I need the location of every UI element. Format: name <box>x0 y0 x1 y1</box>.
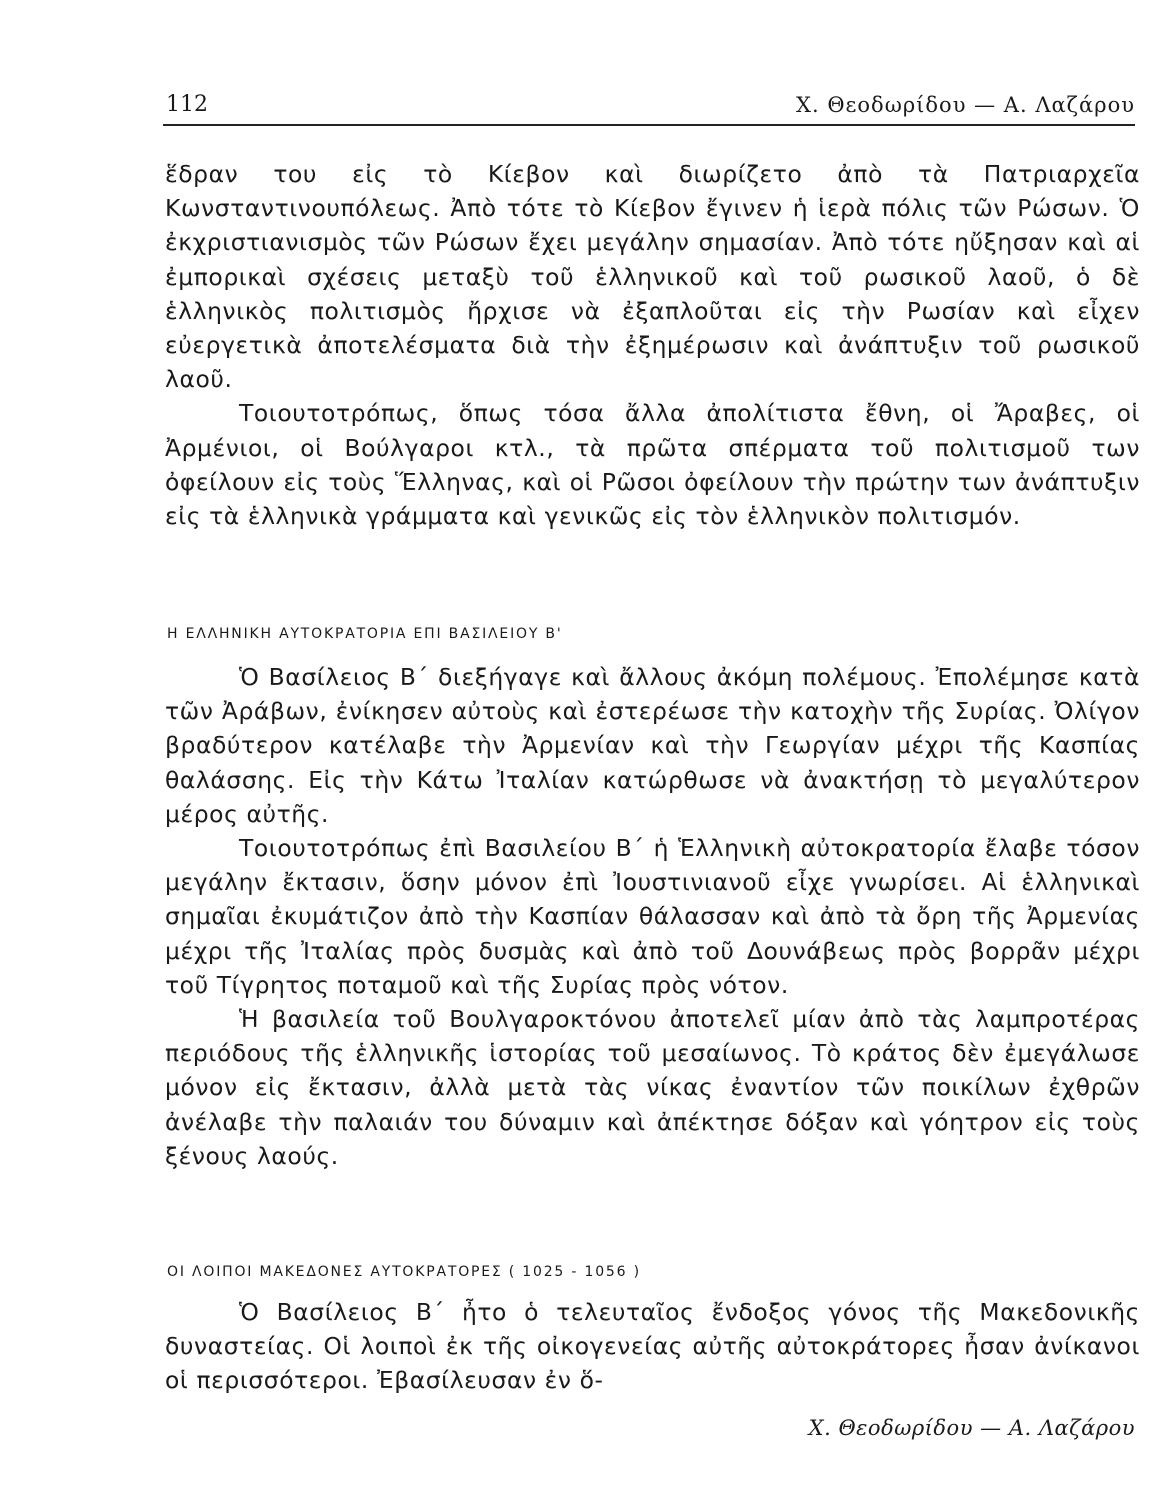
section-heading-basil-ii-empire: Η ΕΛΛΗΝΙΚΗ ΑΥΤΟΚΡΑΤΟΡΙΑ ΕΠΙ ΒΑΣΙΛΕΙΟΥ Β' <box>167 626 563 642</box>
paragraph: Ὁ Βασίλειος Β΄ ἦτο ὁ τελευταῖος ἔνδοξος γόνος τῆς Μακεδονικῆς δυναστείας. Οἱ λοιποὶ ἐκ τῆς οἰκογενείας αὐτῆς αὐτοκράτορες ἦσαν ἀνίκανοι οἱ περισσότεροι. Ἐβασίλευσαν ἐν ὅ- <box>165 1298 1140 1395</box>
section-rus-christianization <box>165 157 1140 533</box>
paragraph: ἕδραν του εἰς τὸ Κίεβον καὶ διωρίζετο ἀπὸ τὰ Πατριαρχεῖα Κωνσταντινουπόλεως. Ἀπὸ τότε τὸ Κίεβον ἔγινεν ἡ ἱερὰ πόλις τῶν Ρώσων. Ὁ ἐκχριστιανισμὸς τῶν Ρώσων ἔχει μεγάλην σημασίαν. Ἀπὸ τότε ηὔξησαν καὶ αἱ ἐμπορικαὶ σχέσεις μεταξὺ τοῦ ἑλληνικοῦ καὶ τοῦ ρωσικοῦ λαοῦ, ὁ δὲ ἑλληνικὸς πολιτισμὸς ἤρχισε νὰ ἐξαπλοῦται εἰς τὴν Ρωσίαν καὶ εἶχεν εὐεργετικὰ ἀποτελέσματα διὰ τὴν ἐξημέρωσιν καὶ ἀνάπτυξιν τοῦ ρωσικοῦ λαοῦ. <box>165 160 1140 394</box>
section-other-emperors <box>165 1295 1140 1398</box>
page-header <box>163 90 1135 126</box>
section-basil-ii-empire <box>165 660 1140 1173</box>
running-head-authors: Χ. Θεοδωρίδου — Α. Λαζάρου <box>796 93 1135 117</box>
footer-credit: Χ. Θεοδωρίδου — Α. Λαζάρου <box>808 1416 1135 1440</box>
page-number: 112 <box>166 92 208 117</box>
paragraph: Ἡ βασιλεία τοῦ Βουλγαροκτόνου ἀποτελεῖ μίαν ἀπὸ τὰς λαμπροτέρας περιόδους τῆς ἑλληνικῆς ἱστορίας τοῦ μεσαίωνος. Τὸ κράτος δὲν ἐμεγάλωσε μόνον εἰς ἔκτασιν, ἀλλὰ μετὰ τὰς νίκας ἐναντίον τῶν ποικίλων ἐχθρῶν ἀνέλαβε τὴν παλαιάν του δύναμιν καὶ ἀπέκτησε δόξαν καὶ γόητρον εἰς τοὺς ξένους λαούς. <box>165 1005 1140 1170</box>
paragraph: Τοιουτοτρόπως ἐπὶ Βασιλείου Β΄ ἡ Ἑλληνικὴ αὐτοκρατορία ἔλαβε τόσον μεγάλην ἔκτασιν, ὅσην μόνον ἐπὶ Ἰουστινιανοῦ εἶχε γνωρίσει. Αἱ ἑλληνικαὶ σημαῖαι ἐκυμάτιζον ἀπὸ τὴν Κασπίαν θάλασσαν καὶ ἀπὸ τὰ ὄρη τῆς Ἀρμενίας μέχρι τῆς Ἰταλίας πρὸς δυσμὰς καὶ ἀπὸ τοῦ Δουνάβεως πρὸς βορρᾶν μέχρι τοῦ Τίγρητος ποταμοῦ καὶ τῆς Συρίας πρὸς νότον. <box>165 834 1140 999</box>
paragraph: Ὁ Βασίλειος Β΄ διεξήγαγε καὶ ἄλλους ἀκόμη πολέμους. Ἐπολέμησε κατὰ τῶν Ἀράβων, ἐνίκησεν αὐτοὺς καὶ ἐστερέωσε τὴν κατοχὴν τῆς Συρίας. Ὀλίγον βραδύτερον κατέλαβε τὴν Ἀρμενίαν καὶ τὴν Γεωργίαν μέχρι τῆς Κασπίας θαλάσσης. Εἰς τὴν Κάτω Ἰταλίαν κατώρθωσε νὰ ἀνακτήσῃ τὸ μεγαλύτερον μέρος αὐτῆς. <box>165 663 1140 828</box>
section-heading-other-emperors: ΟΙ ΛΟΙΠΟΙ ΜΑΚΕΔΟΝΕΣ ΑΥΤΟΚΡΑΤΟΡΕΣ ( 1025 - 1056 ) <box>167 1264 641 1280</box>
paragraph: Τοιουτοτρόπως, ὅπως τόσα ἄλλα ἀπολίτιστα ἔθνη, οἱ Ἄραβες, οἱ Ἀρμένιοι, οἱ Βούλγαροι κτλ., τὰ πρῶτα σπέρματα τοῦ πολιτισμοῦ των ὀφείλουν εἰς τοὺς Ἕλληνας, καὶ οἱ Ρῶσοι ὀφείλουν τὴν πρώτην των ἀνάπτυξιν εἰς τὰ ἑλληνικὰ γράμματα καὶ γενικῶς εἰς τὸν ἑλληνικὸν πολιτισμόν. <box>165 399 1140 531</box>
